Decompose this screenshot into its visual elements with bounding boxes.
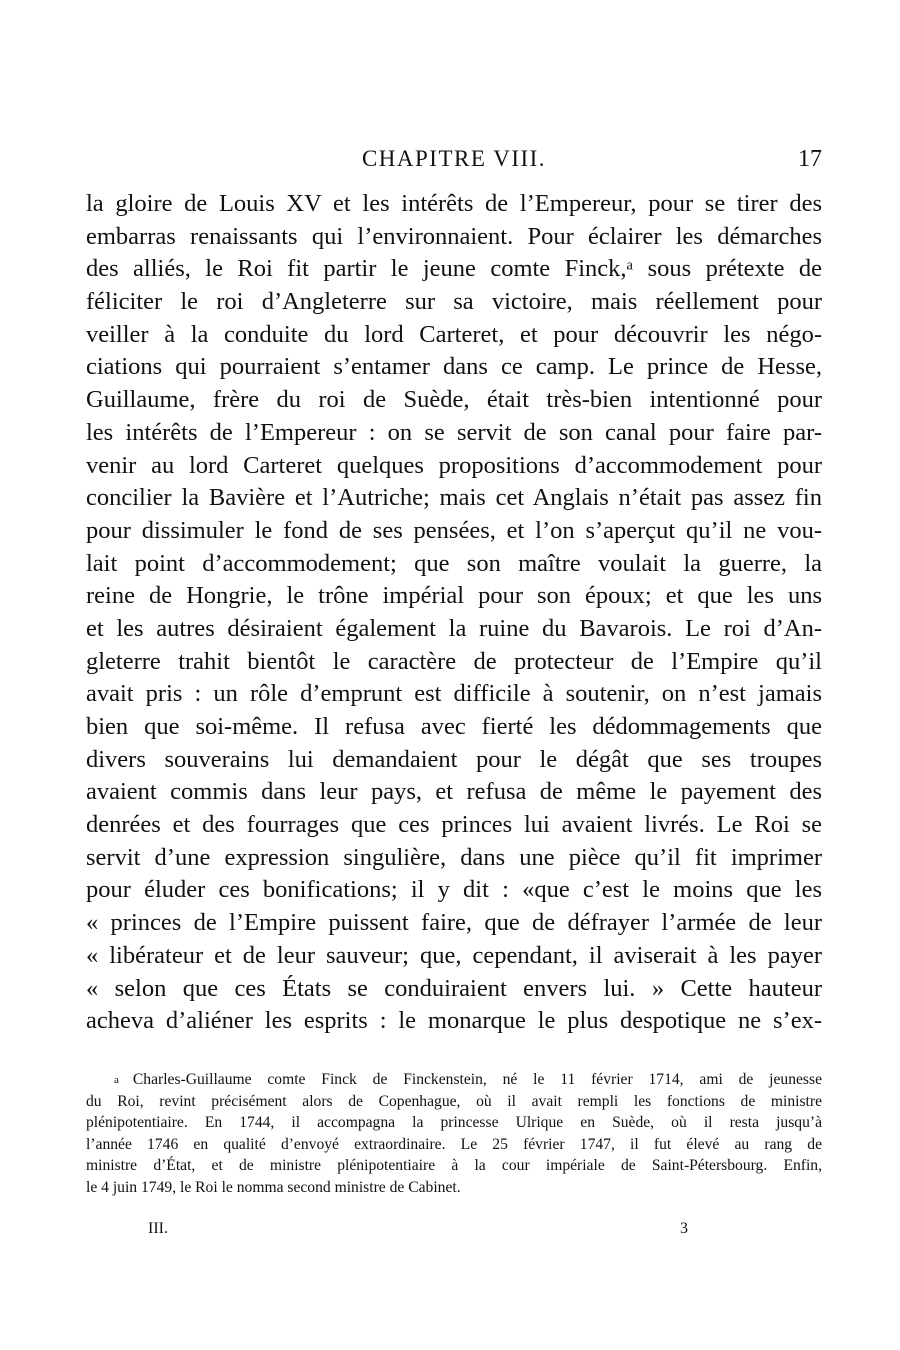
sheet-mark: 3 xyxy=(680,1220,688,1237)
body-line: lait point d’accommodement; que son maître voulait la guerre, la xyxy=(86,549,822,577)
printer-signature xyxy=(148,1220,688,1244)
footnote-line: ministre d’État, et de ministre plénipotentiaire à la cour impériale de Saint-Pétersbourg. Enfin, xyxy=(86,1157,822,1175)
body-line: divers souverains lui demandaient pour le dégât que ses troupes xyxy=(86,745,822,773)
body-line: gleterre trahit bientôt le caractère de protecteur de l’Empire qu’il xyxy=(86,647,822,675)
body-line: embarras renaissants qui l’environnaient. Pour éclairer les démarches xyxy=(86,222,822,250)
body-line: des alliés, le Roi fit partir le jeune comte Finck,ᵃ sous prétexte de xyxy=(86,255,822,283)
footnote xyxy=(86,1069,822,1199)
body-line: pour éluder ces bonifications; il y dit : «que c’est le moins que les xyxy=(86,876,822,904)
footnote-line: l’année 1746 en qualité d’envoyé extraordinaire. Le 25 février 1747, il fut élevé au rang de xyxy=(86,1135,822,1153)
body-line: féliciter le roi d’Angleterre sur sa victoire, mais réellement pour xyxy=(86,288,822,316)
body-line: avait pris : un rôle d’emprunt est difficile à soutenir, on n’est jamais xyxy=(86,680,822,708)
body-line: venir au lord Carteret quelques propositions d’accommodement pour xyxy=(86,451,822,479)
footnote-marker: a xyxy=(114,1074,119,1086)
footnote-text: Charles-Guillaume comte Finck de Finckenstein, né le 11 février 1714, ami de jeunesse xyxy=(132,1071,822,1088)
page-number: 17 xyxy=(798,146,822,172)
body-line: les intérêts de l’Empereur : on se servit de son canal pour faire par- xyxy=(86,418,822,446)
body-line: bien que soi-même. Il refusa avec fierté les dédommagements que xyxy=(86,713,822,740)
footnote-line xyxy=(86,1069,822,1091)
body-line: denrées et des fourrages que ces princes lui avaient livrés. Le Roi se xyxy=(86,811,822,839)
footnote-line: du Roi, revint précisément alors de Copenhague, où il avait rempli les fonctions de ministre xyxy=(86,1092,822,1110)
body-line: « selon que ces États se conduiraient envers lui. » Cette hauteur xyxy=(86,974,822,1002)
body-line: veiller à la conduite du lord Carteret, et pour découvrir les négo- xyxy=(86,320,822,348)
body-line: la gloire de Louis XV et les intérêts de l’Empereur, pour se tirer des xyxy=(86,190,822,217)
volume-mark: III. xyxy=(148,1220,168,1237)
body-line: et les autres désiraient également la ruine du Bavarois. Le roi d’An- xyxy=(86,614,822,642)
body-line: pour dissimuler le fond de ses pensées, et l’on s’aperçut qu’il ne vou- xyxy=(86,516,822,544)
footnote-line: plénipotentiaire. En 1744, il accompagna la princesse Ulrique en Suède, où il resta jusqu’à xyxy=(86,1114,822,1132)
body-line: servit d’une expression singulière, dans une pièce qu’il fit imprimer xyxy=(86,843,822,871)
chapter-title: CHAPITRE VIII. xyxy=(361,146,547,171)
body-line: « princes de l’Empire puissent faire, que de défrayer l’armée de leur xyxy=(86,909,822,937)
body-line: « libérateur et de leur sauveur; que, cependant, il aviserait à les payer xyxy=(86,941,822,969)
body-line: Guillaume, frère du roi de Suède, était très-bien intentionné pour xyxy=(86,386,822,414)
running-header xyxy=(86,146,822,182)
body-line: acheva d’aliéner les esprits : le monarque le plus despotique ne s’ex- xyxy=(86,1007,822,1035)
body-line: ciations qui pourraient s’entamer dans ce camp. Le prince de Hesse, xyxy=(86,353,822,381)
body-line: avaient commis dans leur pays, et refusa de même le payement des xyxy=(86,778,822,806)
body-text xyxy=(86,188,822,1038)
body-line: reine de Hongrie, le trône impérial pour son époux; et que les uns xyxy=(86,582,822,610)
footnote-line: le 4 juin 1749, le Roi le nomma second ministre de Cabinet. xyxy=(86,1178,461,1196)
body-line: concilier la Bavière et l’Autriche; mais cet Anglais n’était pas assez fin xyxy=(86,484,822,512)
